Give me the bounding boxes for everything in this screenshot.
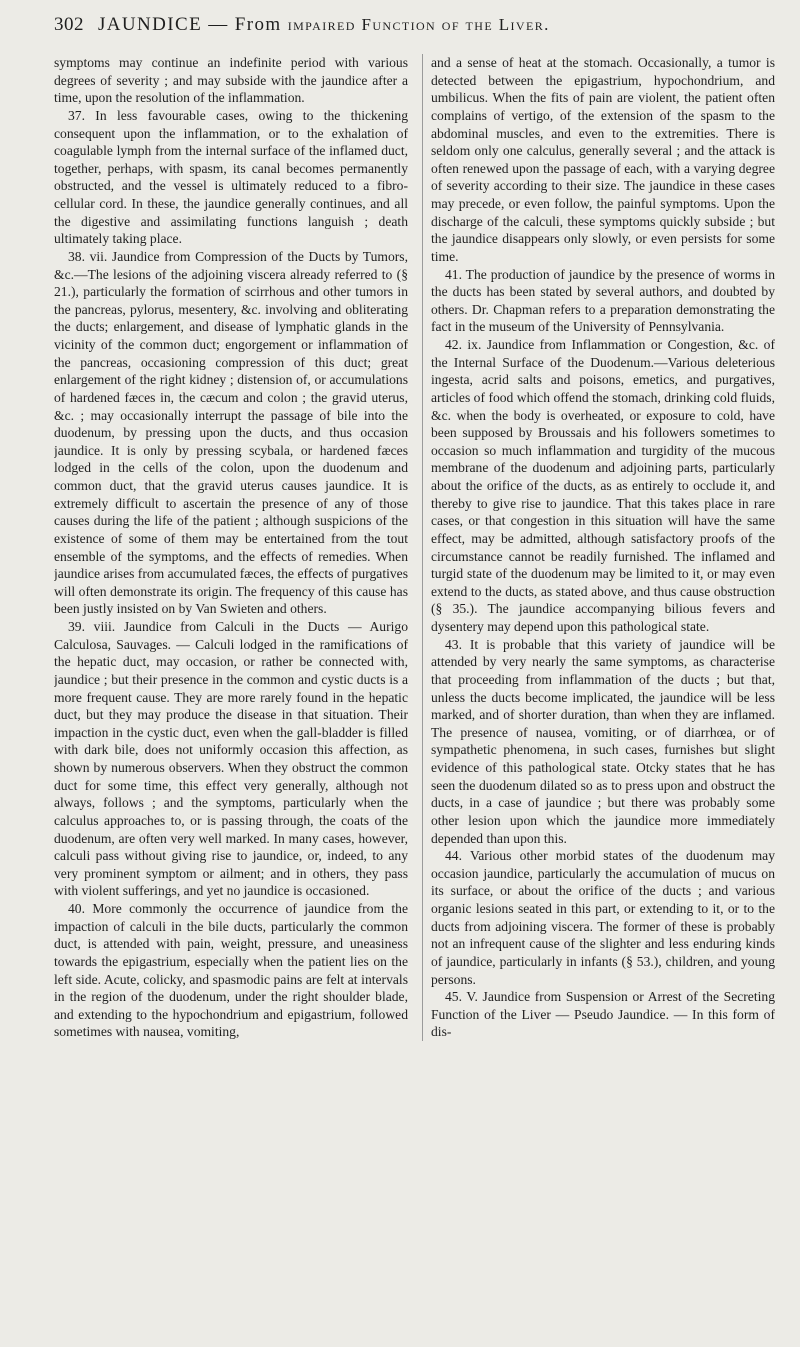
page-header bbox=[54, 14, 778, 48]
paragraph-41: 41. The production of jaundice by the presence of worms in the ducts has been stated by several authors, and doubted by others. Dr. Chapman refers to a preparation demonstrating the fact in the museum of the University of Pennsylvania. bbox=[431, 266, 775, 335]
two-column-body bbox=[54, 54, 778, 1041]
page-number: 302 bbox=[54, 14, 84, 35]
running-head-rest: impaired Function of the Liver. bbox=[287, 15, 550, 34]
paragraph-40: 40. More commonly the occurrence of jaundice from the impaction of calculi in the bile ducts, particularly the common duct, is attended with pain, weight, pressure, and uneasiness towards the epigastrium, especially when the patient lies on the left side. Acute, colicky, and spasmodic pains are felt at intervals in the region of the duodenum, under the right shoulder blade, and extending to the hypochondrium and epigastrium, followed sometimes with nausea, vomiting, bbox=[54, 901, 408, 1040]
paragraph-37: 37. In less favourable cases, owing to the thickening consequent upon the inflammation, or to the exhalation of coagulable lymph from the internal surface of the inflamed duct, together, perhaps, with spasm, its canal becomes permanently obstructed, and the vessel is ultimately reduced to a fibro-cellular cord. In these, the jaundice generally continues, and all the digestive and assimilating functions languish ; death ultimately taking place. bbox=[54, 107, 408, 247]
paragraph-42: 42. ix. Jaundice from Inflammation or Congestion, &c. of the Internal Surface of the Duodenum.—Various deleterious ingesta, acrid salts and poisons, emetics, and purgatives, articles of food which offend the stomach, drinking cold fluids, &c. when the body is overheated, or exposure to cold, have been supposed by Broussais and his followers sometimes to occasion so much inflammation and turgidity of the mucous membrane of the duodenum and adjoining parts, particularly about the orifice of the ducts, as as entirely to occlude it, and thereby to give rise to jaundice. That this takes place in rare cases, or that congestion in this situation will have the same effect, may be admitted, although satisfactory proofs of the circumstance cannot be readily furnished. The inflamed and turgid state of the duodenum may be limited to it, or may even extend to the ducts, as stated above, and thus cause obstruction (§ 35.). The jaundice accompanying bilious fevers and dysentery may depend upon this pathological state. bbox=[431, 337, 775, 634]
paragraph: symptoms may continue an indefinite period with various degrees of severity ; and may subside with the jaundice after a time, upon the resolution of the inflammation. bbox=[54, 55, 408, 106]
paragraph-39: 39. viii. Jaundice from Calculi in the Ducts — Aurigo Calculosa, Sauvages. — Calculi lodged in the ramifications of the hepatic duct, may occasion, or rather be connected with, jaundice ; but their presence in the common and cystic ducts is a more frequent cause. They are more rarely found in the hepatic duct, but they may produce the disease in that situation. Their impaction in the cystic duct, even when the gall-bladder is filled with dark bile, does not uniformly occasion this affection, as shown by numerous observers. When they obstruct the common duct for some time, this effect very generally, although not always, follows ; and the symptoms, particularly when the calculus approaches to, or is passing through, the coats of the duodenum, are often very well marked. In many cases, however, calculi pass without giving rise to jaundice, or, indeed, to any very prominent symptom or ailment; and in others, they pass with violent sufferings, and yet no jaundice is occasioned. bbox=[54, 619, 408, 899]
paragraph-38: 38. vii. Jaundice from Compression of the Ducts by Tumors, &c.—The lesions of the adjoining viscera already referred to (§ 21.), particularly the formation of scirrhous and other tumors in the pancreas, pylorus, mesentery, &c. involving and obliterating the ducts; enlargement, and disease of lymphatic glands in the vicinity of the common duct; engorgement or inflammation of the pancreas, occasioning compression of this duct; great enlargement of the right kidney ; distension of, or accumulations of hardened fæces in, the cæcum and colon ; the gravid uterus, &c. ; may occasionally interrupt the passage of bile into the duodenum, by pressing upon the ducts, and thus occasion jaundice. It is only by pressing scybala, or hardened fæces lodged in the cells of the colon, upon the duodenum and common duct, that the gravid uterus causes jaundice. It is extremely difficult to ascertain the presence of any of those causes during the life of the patient ; although suspicions of the existence of some of them may be entertained from the tout ensemble of the symptoms, and the effects of remedies. When jaundice arises from accumulated fæces, the effects of purgatives will often demonstrate its origin. The frequency of this cause has been justly insisted on by Van Swieten and others. bbox=[54, 248, 408, 617]
paragraph: and a sense of heat at the stomach. Occasionally, a tumor is detected between the epigastrium, hypochondrium, and umbilicus. When the fits of pain are violent, the patient often complains of vertigo, of the extension of the spasm to the abdominal muscles, and even to the extremities. There is seldom only one calculus, generally several ; and the attack is often renewed upon the passage of each, with a varying degree of severity according to their size. The jaundice in these cases may precede, or even follow, the painful symptoms. Upon the discharge of the calculi, these symptoms quickly subside ; but the jaundice disappears only slowly, or even persists for some time. bbox=[431, 55, 775, 264]
paragraph-44: 44. Various other morbid states of the duodenum may occasion jaundice, particularly the accumulation of mucus on its surface, or about the orifice of the ducts ; and various organic lesions seated in this part, or extending to it, or to the ducts from adjoining viscera. The former of these is probably not an infrequent cause of the slighter and less enduring kinds of jaundice, particularly in infants (§ 53.), children, and young persons. bbox=[431, 848, 775, 987]
running-head bbox=[98, 14, 550, 36]
running-head-main: JAUNDICE — From bbox=[98, 14, 288, 35]
paragraph-43: 43. It is probable that this variety of jaundice will be attended by very nearly the same symptoms, as characterise that proceeding from inflammation of the ducts ; but that, unless the ducts become implicated, the jaundice will be less marked, and of shorter duration, than when they are inflamed. The presence of nausea, vomiting, or of diarrhœa, or of sympathetic phenomena, in such cases, furnishes but slight evidence of this pathological state. Otcky states that he has seen the duodenum dilated so as to press upon and obstruct the ducts, in a case of jaundice ; but there was probably some other lesion upon which the jaundice more immediately depended than upon this. bbox=[431, 636, 775, 846]
right-column bbox=[422, 54, 775, 1041]
left-column bbox=[54, 54, 408, 1041]
paragraph-45: 45. V. Jaundice from Suspension or Arrest of the Secreting Function of the Liver — Pseudo Jaundice. — In this form of dis- bbox=[431, 989, 775, 1040]
